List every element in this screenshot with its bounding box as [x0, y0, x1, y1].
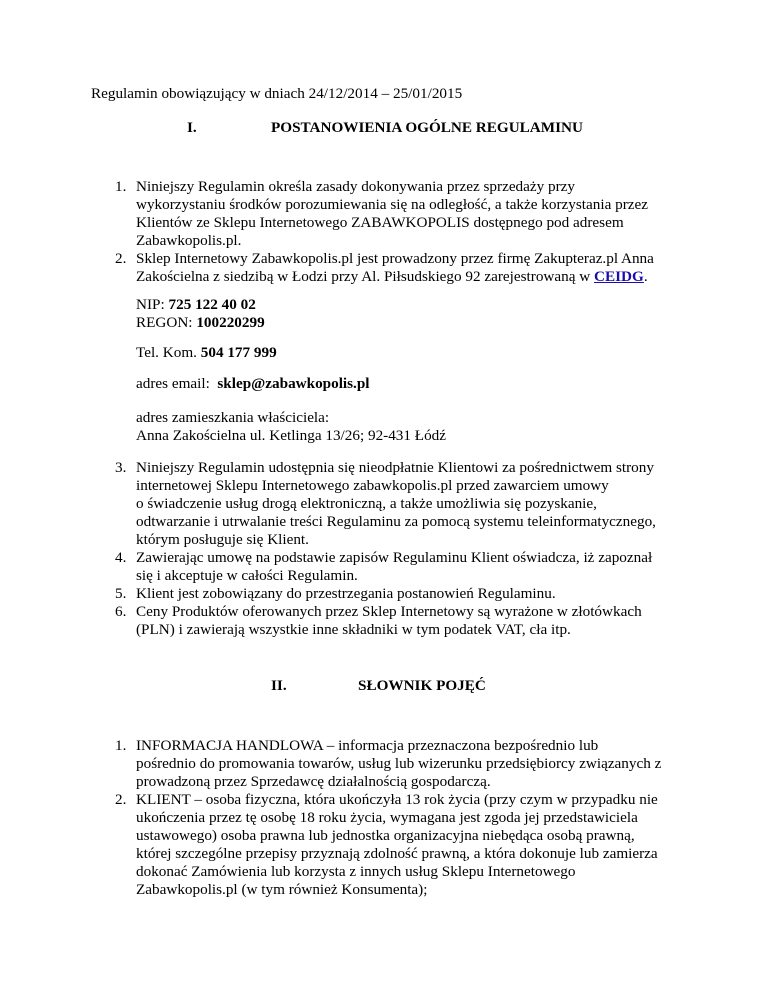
list-number: 2. [115, 791, 127, 808]
list-item-line: której szczególne przepisy przyznają zdolność prawną, a która dokonuje lub zamierza [136, 845, 658, 862]
list-number: 5. [115, 585, 127, 602]
section-1-number: I. [187, 119, 197, 136]
list-item-line: (PLN) i zawierają wszystkie inne składniki w tym podatek VAT, cła itp. [136, 621, 571, 638]
list-item-line-with-link [136, 268, 648, 286]
nip-value: 725 122 40 02 [168, 296, 256, 313]
email-value: sklep@zabawkopolis.pl [217, 375, 370, 392]
list-item-line: dokonać Zamówienia lub korzysta z innych usług Sklepu Internetowego [136, 863, 576, 880]
list-item-line: Ceny Produktów oferowanych przez Sklep Internetowy są wyrażone w złotówkach [136, 603, 642, 620]
list-item-text: Zakościelna z siedzibą w Łodzi przy Al. Piłsudskiego 92 zarejestrowaną w [136, 268, 591, 285]
list-item-line: ustawowego) osoba prawna lub jednostka organizacyjna niebędąca osobą prawną, [136, 827, 635, 844]
ceidg-link[interactable]: CEIDG [594, 268, 644, 285]
list-number: 1. [115, 178, 127, 195]
list-item-line: internetowej Sklepu Internetowego zabawkopolis.pl przed zawarciem umowy [136, 477, 609, 494]
link-suffix: . [643, 268, 648, 285]
list-number: 2. [115, 250, 127, 267]
list-item-line: Klient jest zobowiązany do przestrzegania postanowień Regulaminu. [136, 585, 556, 602]
phone-label: Tel. Kom. [136, 344, 197, 361]
email-line [136, 375, 370, 393]
list-number: 4. [115, 549, 127, 566]
list-item-line: Sklep Internetowy Zabawkopolis.pl jest prowadzony przez firmę Zakupteraz.pl Anna [136, 250, 654, 267]
section-2-title: SŁOWNIK POJĘĆ [358, 677, 486, 694]
regon-value: 100220299 [196, 314, 265, 331]
email-label: adres email: [136, 375, 210, 392]
list-item-line: Klientów ze Sklepu Internetowego ZABAWKOPOLIS dostępnego pod adresem [136, 214, 624, 231]
list-item-line: ukończenia przez tę osobę 18 roku życia, wymagana jest zgoda jej przedstawiciela [136, 809, 638, 826]
nip-label: NIP: [136, 296, 165, 313]
phone-line [136, 344, 277, 362]
address-value: Anna Zakościelna ul. Ketlinga 13/26; 92-431 Łódź [136, 427, 447, 444]
list-item-line: KLIENT – osoba fizyczna, która ukończyła 13 rok życia (przy czym w przypadku nie [136, 791, 658, 808]
list-number: 6. [115, 603, 127, 620]
list-item-line: Zabawkopolis.pl (w tym również Konsumenta); [136, 881, 428, 898]
list-item-line: prowadzoną przez Sprzedawcę działalnością gospodarczą. [136, 773, 491, 790]
list-number: 3. [115, 459, 127, 476]
section-1-title: POSTANOWIENIA OGÓLNE REGULAMINU [271, 119, 583, 136]
list-item-line: Zabawkopolis.pl. [136, 232, 242, 249]
list-item-line: Niniejszy Regulamin określa zasady dokonywania przez sprzedaży przy [136, 178, 576, 195]
list-item-line: którym posługuje się Klient. [136, 531, 309, 548]
list-item-line: INFORMACJA HANDLOWA – informacja przeznaczona bezpośrednio lub [136, 737, 599, 754]
list-item-line: odtwarzanie i utrwalanie treści Regulaminu za pomocą systemu teleinformatycznego, [136, 513, 656, 530]
list-item-line: pośrednio do promowania towarów, usług lub wizerunku przedsiębiorcy związanych z [136, 755, 662, 772]
address-label: adres zamieszkania właściciela: [136, 409, 330, 426]
list-item-line: Zawierając umowę na podstawie zapisów Regulaminu Klient oświadcza, iż zapoznał [136, 549, 653, 566]
list-item-line: Niniejszy Regulamin udostępnia się nieodpłatnie Klientowi za pośrednictwem strony [136, 459, 654, 476]
phone-value: 504 177 999 [200, 344, 277, 361]
list-item-line: się i akceptuje w całości Regulamin. [136, 567, 358, 584]
list-item-line: o świadczenie usług drogą elektroniczną, a także umożliwia się pozyskanie, [136, 495, 597, 512]
section-2-number: II. [271, 677, 287, 694]
list-item-line: wykorzystaniu środków porozumiewania się na odległość, a także korzystania przez [136, 196, 648, 213]
regon-line [136, 314, 265, 332]
nip-line [136, 296, 256, 314]
validity-line: Regulamin obowiązujący w dniach 24/12/2014 – 25/01/2015 [91, 85, 463, 102]
regon-label: REGON: [136, 314, 193, 331]
list-number: 1. [115, 737, 127, 754]
